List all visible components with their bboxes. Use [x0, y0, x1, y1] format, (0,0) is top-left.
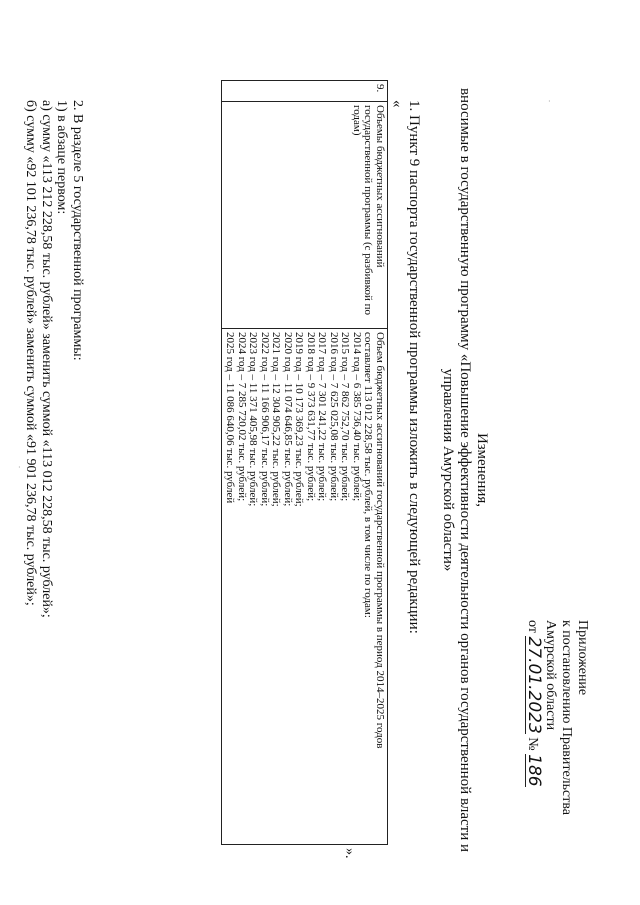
year-line: 2018 год – 9 373 631,77 тыс. рублей;: [305, 332, 317, 502]
handwritten-number: 186: [524, 754, 544, 787]
date-prefix: от: [525, 620, 540, 633]
year-line: 2022 год – 11 166 906,17 тыс. рублей;: [259, 332, 271, 507]
year-line: 2023 год – 11 371 405,98 тыс. рублей;: [247, 332, 260, 507]
handwritten-date: 27.01.2023: [524, 636, 544, 734]
document-title: [439, 40, 490, 900]
passport-table: [221, 80, 388, 845]
year-line: 2017 год – 7 301 241,22 тыс. рублей;: [316, 332, 329, 502]
clause-2-block: [23, 100, 85, 618]
clause-1-text: 1. Пункт 9 паспорта государственной программы изложить в следующей редакции:: [406, 100, 422, 634]
title-line-3: управления Амурской области»: [440, 368, 456, 572]
year-line: 2024 год – 7 285 720,02 тыс. рублей;: [236, 332, 248, 502]
appendix-block: [524, 620, 590, 880]
number-prefix: №: [525, 737, 540, 751]
appendix-date-line: [524, 620, 542, 880]
title-line-2: вносимые в государственную программу «Повышение эффективности деятельности органов государственной власти и: [457, 87, 473, 853]
year-line: 2019 год – 10 173 369,23 тыс. рублей;: [293, 332, 306, 507]
scan-speck: ·: [18, 463, 21, 472]
open-quote: «: [389, 100, 405, 108]
year-line: 2016 год – 7 625 025,08 тыс. рублей;: [328, 332, 340, 502]
label-cell: Объемы бюджетных ассигнований государственной программы (с разбивкой по годам): [222, 102, 388, 329]
rotated-content: [23, 40, 590, 900]
appendix-line-3: Амурской области: [543, 620, 558, 731]
year-line: 2020 год – 11 074 646,85 тыс. рублей;: [282, 332, 294, 507]
value-cell: [222, 329, 388, 845]
year-line: 2025 год – 11 086 640,06 тыс. рублей: [224, 332, 237, 504]
row-number-cell: 9.: [222, 81, 388, 102]
clause-2-line-4: б) сумму «92 101 236,78 тыс. рублей» заменить суммой «91 901 236,78 тыс. рублей»;: [23, 100, 39, 606]
year-line: 2015 год – 7 862 752,70 тыс. рублей;: [339, 332, 352, 502]
intro-line-1: Объем бюджетных ассигнований государственной программы в период 2014–2025 годов: [374, 332, 386, 749]
year-line: 2014 год – 6 385 736,40 тыс. рублей;: [351, 332, 363, 502]
appendix-line-2: к постановлению Правительства: [559, 620, 574, 816]
year-line: 2021 год – 12 304 905,22 тыс. рублей;: [270, 332, 283, 507]
scan-speck: ·: [548, 97, 551, 106]
clause-2-line-1: 2. В разделе 5 государственной программы:: [70, 100, 85, 361]
clause-2-line-3: а) сумму «113 212 228,58 тыс. рублей» заменить суммой «113 012 228,58 тыс. рублей»;: [39, 100, 54, 618]
close-quote: ».: [342, 848, 357, 859]
intro-line-2: составляет 113 012 228,58 тыс. рублей, в том числе по годам:: [362, 332, 375, 618]
title-line-1: Изменения,: [474, 432, 490, 508]
appendix-line-1: Приложение: [575, 620, 590, 696]
table-row: [222, 81, 388, 845]
clause-2-line-2: 1) в абзаце первом:: [54, 100, 70, 215]
